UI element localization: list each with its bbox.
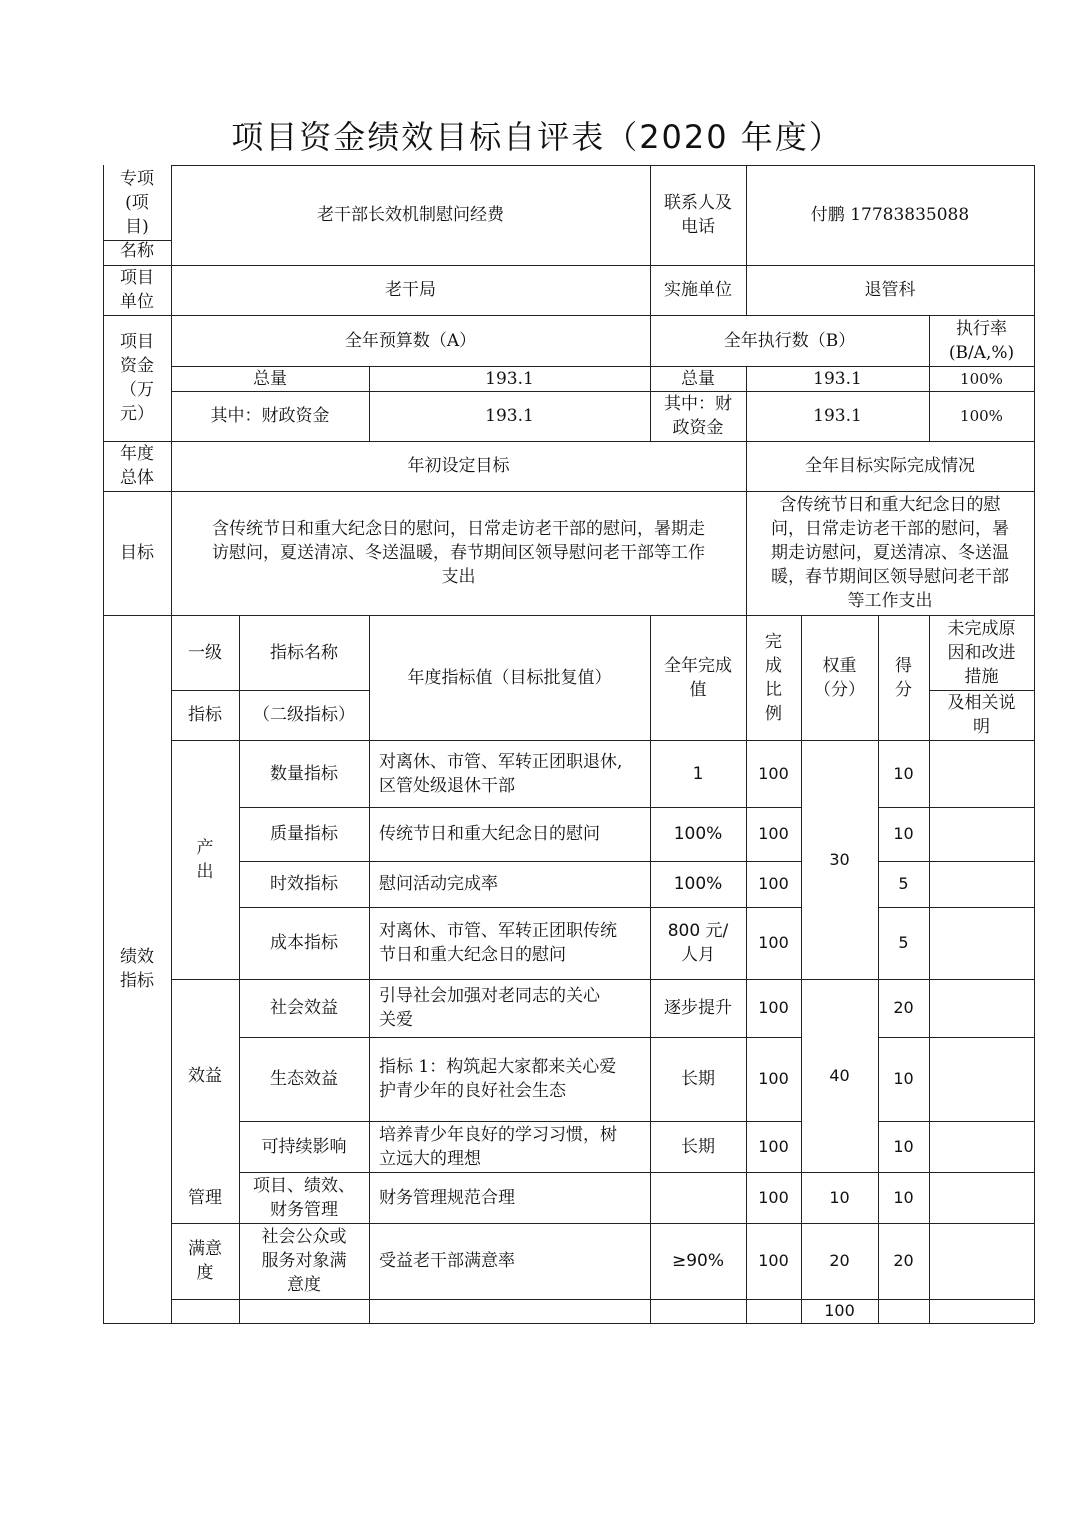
total-label-a: 总量 [253, 368, 287, 389]
ind-name2-header: （二级指标） [253, 705, 355, 725]
contact-value: 付鹏 17783835088 [810, 205, 970, 225]
row-value: 对离休、市管、军转正团职传统 节日和重大纪念日的慰问 [379, 921, 617, 965]
fiscal-value-b: 193.1 [813, 406, 862, 426]
row-score: 10 [893, 824, 914, 843]
exec-b-header: 全年执行数（B） [723, 330, 856, 351]
row-score: 10 [893, 1069, 914, 1088]
row-name: 社会效益 [270, 998, 338, 1018]
h-line [171, 1299, 1034, 1300]
row-value: 慰问活动完成率 [379, 874, 498, 894]
row-full: 800 元/ 人月 [667, 921, 729, 965]
row-name: 数量指标 [270, 763, 338, 784]
row-score: 10 [893, 1136, 914, 1156]
row-full: 100% [673, 824, 723, 844]
benefit-category: 效益 [188, 1065, 222, 1086]
row-score: 10 [893, 763, 914, 783]
row-value: 对离休、市管、军转正团职退休, 区管处级退休干部 [379, 751, 623, 796]
row-ratio: 100 [758, 874, 789, 893]
unit-value: 老干局 [385, 280, 436, 300]
project-name-label: 专项 (项 目) 名称 [120, 169, 154, 261]
row-name: 质量指标 [270, 824, 338, 844]
row-score: 5 [898, 874, 909, 893]
weight-header: 权重 （分） [814, 655, 865, 700]
row-ratio: 100 [758, 1136, 789, 1156]
output-category: 产 出 [196, 837, 214, 882]
exec-unit-value: 退管科 [864, 280, 916, 300]
initial-goal-text: 含传统节日和重大纪念日的慰问，日常走访老干部的慰问，暑期走 访慰问，夏送清凉、冬送温暖，春节期间区领导慰问老干部等工作 支出 [212, 519, 705, 587]
actual-goal-header: 全年目标实际完成情况 [805, 456, 975, 476]
row-score: 10 [893, 1187, 914, 1207]
row-value: 传统节日和重大纪念日的慰问 [379, 824, 600, 844]
row-name: 生态效益 [270, 1069, 338, 1089]
contact-label: 联系人及 电话 [664, 193, 732, 237]
ind-name-header: 指标名称 [270, 642, 338, 663]
goal-label: 目标 [120, 543, 154, 563]
fiscal-label-a: 其中：财政资金 [210, 406, 330, 426]
v-line [1034, 165, 1035, 1323]
perf-label: 绩效 指标 [120, 947, 154, 991]
benefit-weight: 40 [829, 1065, 850, 1085]
level1-header: 一级 [188, 642, 222, 663]
exec-unit-label: 实施单位 [664, 280, 732, 300]
funds-label: 项目 资金 （万 元） [120, 332, 154, 424]
row-weight: 20 [829, 1251, 850, 1270]
grand-total: 100 [824, 1301, 855, 1320]
h-line [103, 1323, 1034, 1324]
row-score: 5 [898, 933, 909, 952]
row-full: 100% [673, 874, 723, 894]
row-ratio: 100 [758, 763, 789, 783]
row-name: 项目、绩效、 财务管理 [253, 1175, 355, 1220]
total-value-a: 193.1 [485, 368, 534, 389]
annual-value-header: 年度指标值（目标批复值） [407, 667, 612, 688]
row-value: 受益老干部满意率 [379, 1251, 515, 1271]
full-value-header: 全年完成 值 [664, 655, 732, 700]
indicator-header: 指标 [188, 705, 222, 725]
row-value: 引导社会加强对老同志的关心 关爱 [379, 986, 600, 1030]
row-value: 指标 1：构筑起大家都来关心爱 护青少年的良好社会生态 [379, 1057, 617, 1101]
ratio-header: 完 成 比 例 [765, 631, 782, 724]
row-score: 20 [893, 1251, 914, 1270]
row-full: 1 [692, 763, 704, 784]
output-weight: 30 [829, 849, 850, 869]
project-name-value: 老干部长效机制慰问经费 [317, 205, 504, 225]
mgmt-category: 管理 [188, 1187, 222, 1208]
row-ratio: 100 [758, 1069, 789, 1088]
total-label-b: 总量 [681, 368, 715, 389]
row-name: 可持续影响 [261, 1136, 347, 1157]
row-ratio: 100 [758, 998, 789, 1017]
unit-label: 项目 单位 [120, 268, 154, 312]
annual-label: 年度 总体 [120, 444, 154, 488]
row-full [650, 1172, 746, 1223]
row-value: 培养青少年良好的学习习惯，树 立远大的理想 [379, 1124, 617, 1169]
fiscal-rate: 100% [960, 407, 1003, 425]
score-header: 得 分 [895, 655, 912, 700]
row-ratio: 100 [758, 1251, 789, 1270]
total-value-b: 193.1 [813, 368, 862, 389]
row-value: 财务管理规范合理 [379, 1187, 515, 1208]
row-full: 逐步提升 [664, 998, 732, 1018]
row-ratio: 100 [758, 1187, 789, 1207]
budget-a-header: 全年预算数（A） [344, 330, 477, 351]
actual-goal-text: 含传统节日和重大纪念日的慰 问，日常走访老干部的慰问，暑 期走访慰问，夏送清凉、冬送温 暖，春节期间区领导慰问老干部 等工作支出 [771, 495, 1009, 611]
row-full: 长期 [681, 1136, 715, 1157]
row-name: 社会公众或 服务对象满 意度 [261, 1227, 347, 1295]
initial-goal-header: 年初设定目标 [407, 456, 510, 476]
row-name: 成本指标 [270, 933, 338, 953]
exec-rate-header: 执行率 (B/A,%) [948, 318, 1015, 363]
fiscal-label-b: 其中：财 政资金 [664, 394, 732, 438]
row-name: 时效指标 [270, 874, 338, 894]
reason2-header: 及相关说 明 [947, 693, 1016, 737]
row-ratio: 100 [758, 824, 789, 843]
row-full: 长期 [681, 1069, 715, 1089]
row-ratio: 100 [758, 933, 789, 952]
total-rate: 100% [960, 369, 1003, 388]
fiscal-value-a: 193.1 [485, 406, 534, 426]
page-title: 项目资金绩效目标自评表（2020 年度） [231, 118, 843, 156]
row-score: 20 [893, 998, 914, 1017]
reason-header: 未完成原 因和改进 措施 [947, 618, 1016, 687]
row-full: ≥90% [671, 1251, 725, 1271]
satisfaction-category: 满意 度 [188, 1239, 222, 1283]
row-weight: 10 [829, 1187, 850, 1207]
